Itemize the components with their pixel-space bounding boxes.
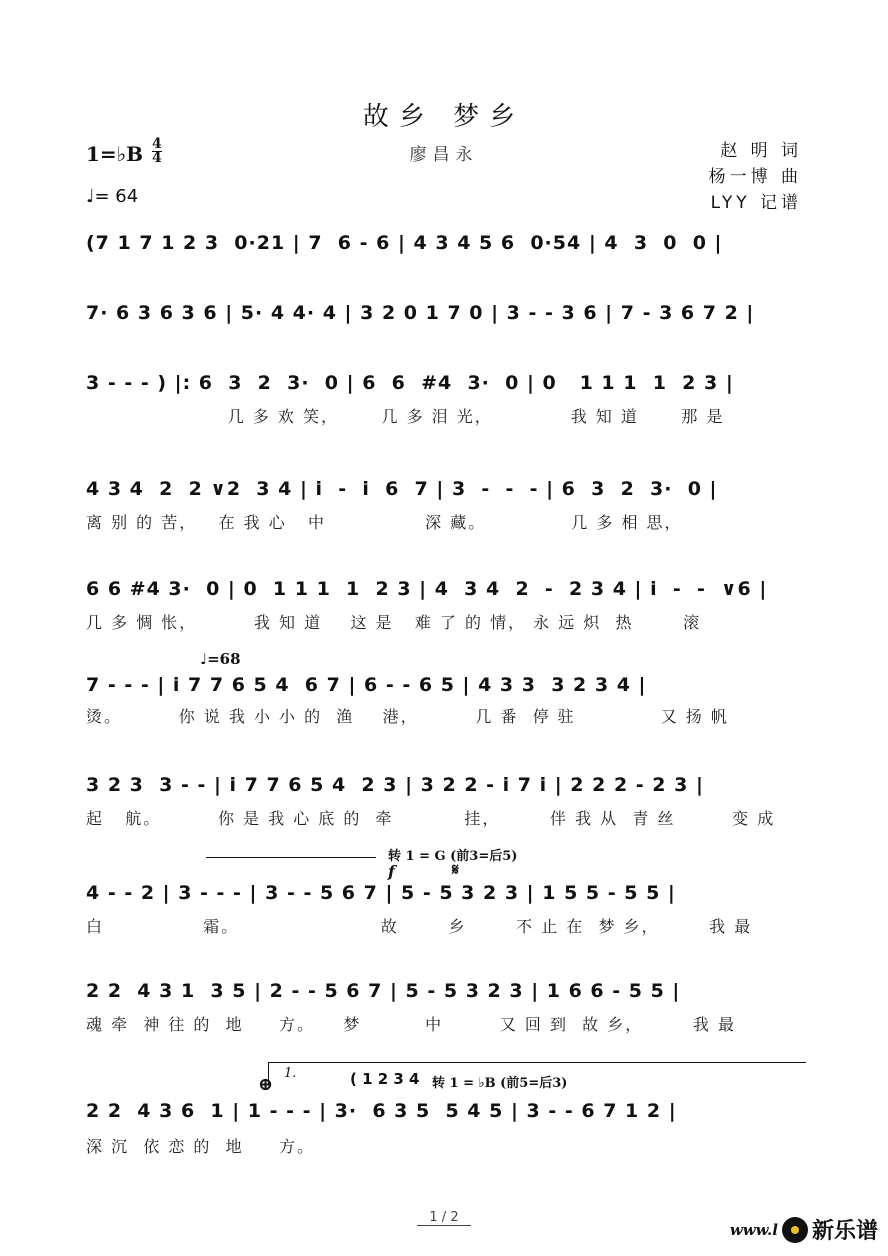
- tempo-marking: ♩= 64: [86, 186, 139, 207]
- crescendo-line: [206, 857, 376, 858]
- notation-row-10: 2 2 4 3 6 1 | 1 - - - | 3· 6 3 5 5 4 5 | 3 - - 6 7 1 2 |: [86, 1100, 677, 1122]
- lyrics-row-4: 离 别 的 苦， 在 我 心 中 深 藏。 几 多 相 思，: [86, 513, 683, 532]
- key-signature: 1=♭B: [86, 142, 144, 166]
- notation-row-5: 6 6 #4 3· 0 | 0 1 1 1 1 2 3 | 4 3 4 2 - 2 3 4 | i - - ∨6 |: [86, 578, 768, 600]
- lyrics-row-6: 烫。 你 说 我 小 小 的 渔 港， 几 番 停 驻 又 扬 帆: [86, 707, 729, 726]
- lyricist: 赵 明 词: [720, 141, 802, 161]
- lyrics-row-3: 几 多 欢 笑， 几 多 泪 光， 我 知 道 那 是: [86, 407, 725, 426]
- notation-row-3: 3 - - - ) |: 6 3 2 3· 0 | 6 6 #4 3· 0 | 0 1 1 1 1 2 3 |: [86, 372, 734, 394]
- key-change-bflat: 转 1 = ♭B (前5=后3): [432, 1076, 568, 1091]
- notation-row-6: 7 - - - | i 7 7 6 5 4 6 7 | 6 - - 6 5 | 4 3 3 3 2 3 4 |: [86, 674, 647, 696]
- tempo-change: ♩=68: [200, 650, 241, 668]
- coda-sign: ⊕: [258, 1074, 274, 1095]
- watermark-url: www.l: [729, 1220, 778, 1239]
- lyrics-row-9: 魂 牵 神 往 的 地 方。 梦 中 又 回 到 故 乡， 我 最: [86, 1015, 736, 1034]
- transcriber: LYY 记谱: [710, 193, 802, 213]
- page-number-text: 1 / 2: [417, 1210, 470, 1226]
- dynamic-marking: f: [388, 862, 395, 881]
- volta-number: 1.: [284, 1066, 297, 1081]
- composer: 杨一博 曲: [708, 167, 802, 187]
- notation-row-9: 2 2 4 3 1 3 5 | 2 - - 5 6 7 | 5 - 5 3 2 3 | 1 6 6 - 5 5 |: [86, 980, 681, 1002]
- notation-row-8: 4 - - 2 | 3 - - - | 3 - - 5 6 7 | 5 - 5 3 2 3 | 1 5 5 - 5 5 |: [86, 882, 676, 904]
- song-title: 故乡 梦乡: [362, 102, 526, 132]
- notation-row-2: 7· 6 3 6 3 6 | 5· 4 4· 4 | 3 2 0 1 7 0 | 3 - - 3 6 | 7 - 3 6 7 2 |: [86, 302, 755, 324]
- singer-name: 廖昌永: [409, 145, 479, 165]
- lyrics-row-7: 起 航。 你 是 我 心 底 的 牵 挂， 伴 我 从 青 丝 变 成: [86, 809, 776, 828]
- notation-row-1: (7 1 7 1 2 3 0·21 | 7 6 - 6 | 4 3 4 5 6 0·54 | 4 3 0 0 |: [86, 232, 723, 254]
- time-signature-top: 4: [152, 136, 162, 152]
- notation-row-7: 3 2 3 3 - - | i 7 7 6 5 4 2 3 | 3 2 2 - i 7 i | 2 2 2 - 2 3 |: [86, 774, 704, 796]
- watermark-name: 新乐谱: [811, 1219, 878, 1244]
- lyrics-row-5: 几 多 惆 怅， 我 知 道 这 是 难 了 的 情， 永 远 炽 热 滚: [86, 613, 702, 632]
- segno-sign: 𝄋: [452, 860, 459, 879]
- time-signature: [152, 138, 162, 165]
- record-logo-icon: [782, 1217, 808, 1243]
- notation-row-4: 4 3 4 2 2 ∨2 3 4 | i - i 6 7 | 3 - - - | 6 3 2 3· 0 |: [86, 478, 718, 500]
- time-signature-bottom: 4: [152, 150, 162, 166]
- lyrics-row-10: 深 沉 依 恋 的 地 方。: [86, 1137, 316, 1156]
- lyrics-row-8: 白 霜。 故 乡 不 止 在 梦 乡， 我 最: [86, 917, 753, 936]
- credits: [709, 138, 802, 216]
- volta-bracket: [268, 1062, 806, 1063]
- intro-fill: ( 1 2 3 4: [350, 1070, 420, 1088]
- watermark: [730, 1214, 878, 1245]
- key-change-g: 转 1 = G (前3=后5): [388, 849, 518, 864]
